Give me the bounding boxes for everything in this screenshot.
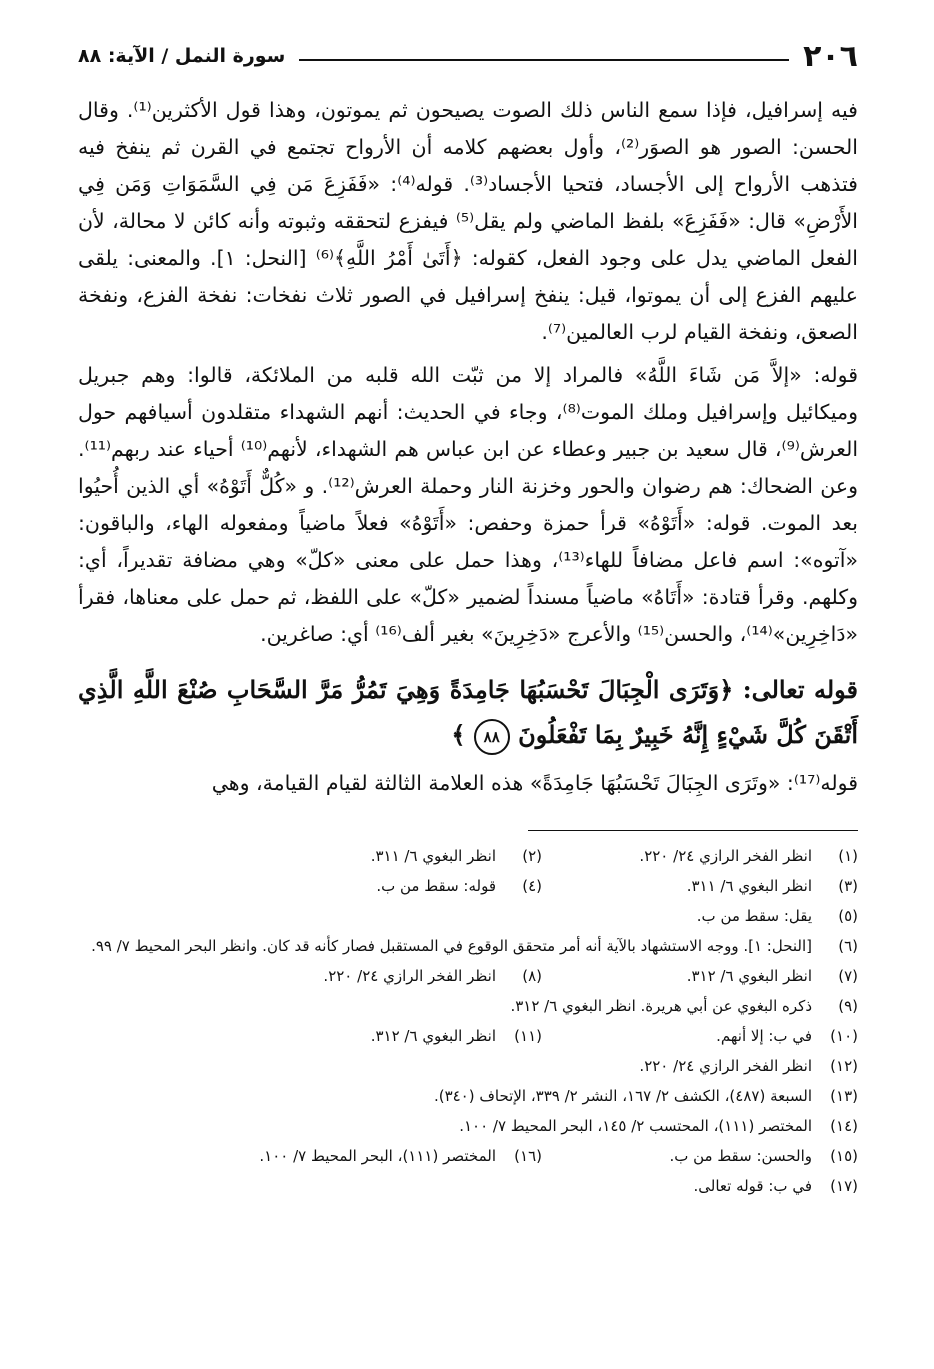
page-number: ٢٠٦ <box>803 38 858 74</box>
main-text <box>78 92 858 802</box>
footnote-text: [النحل: ١]. ووجه الاستشهاد بالآية أنه أمر متحقق الوقوع في المستقبل فصار كأنه قد كان. وانظر البحر المحيط ٧/ ٩٩. <box>91 937 812 955</box>
footnote-row <box>78 1051 858 1081</box>
footnote-number: (٣) <box>838 877 858 895</box>
footnote-row <box>78 991 858 1021</box>
paragraph-3: قوله⁽¹⁷⁾: «وتَرَى الجِبَالَ تَحْسَبُهَا جَامِدَةً» هذه العلامة الثالثة لقيام القيامة، وهي <box>211 771 858 795</box>
footnote-text: انظر البغوي ٦/ ٣١٢. <box>686 967 812 985</box>
footnote-text: في ب: قوله تعالى. <box>693 1177 812 1195</box>
footnote-text: ذكره البغوي عن أبي هريرة. انظر البغوي ٦/ ٣١٢. <box>510 997 812 1015</box>
footnote-number: (١٤) <box>830 1117 858 1135</box>
quran-verse <box>78 667 858 757</box>
header-divider <box>299 59 789 61</box>
footnote-row <box>78 841 858 871</box>
footnote-text: انظر البغوي ٦/ ٣١١. <box>686 877 812 895</box>
footnote-text: انظر البغوي ٦/ ٣١١. <box>370 847 496 865</box>
footnote-text: المختصر (١١١)، المحتسب ٢/ ١٤٥، البحر المحيط ٧/ ١٠٠. <box>459 1117 812 1135</box>
footnote-row <box>78 1021 858 1051</box>
footnote-number: (٤) <box>522 877 542 895</box>
footnote-number: (١١) <box>514 1027 542 1045</box>
footnote-text: يقل: سقط من ب. <box>696 907 812 925</box>
footnote-text: انظر الفخر الرازي ٢٤/ ٢٢٠. <box>639 847 812 865</box>
footnote-text: والحسن: سقط من ب. <box>669 1147 812 1165</box>
footnote-text: المختصر (١١١)، البحر المحيط ٧/ ١٠٠. <box>259 1147 496 1165</box>
footnote-number: (٢) <box>522 847 542 865</box>
footnote-text: في ب: إلا أنهم. <box>716 1027 812 1045</box>
paragraph-2: قوله: «إلاَّ مَن شَاءَ اللَّهُ» فالمراد إلا من ثبّت الله قلبه من الملائكة، قالوا: وهم جبريل وميكائيل وإسرافيل وملك الموت⁽⁸⁾، وجاء في الحديث: أنهم الشهداء متقلدون أسيافهم حول العرش⁽⁹⁾، قال سعيد بن جبير وعطاء عن ابن عباس هم الشهداء، لأنهم⁽¹⁰⁾ أحياء عند ربهم⁽¹¹⁾. وعن الضحاك: هم رضوان والحور وخزنة النار وحملة العرش⁽¹²⁾. و «كُلٌّ أَتَوْهُ» أي الذين أُحيُوا بعد الموت. قوله: «أَتَوْهُ» قرأ حمزة وحفص: «أَتَوْهُ» فعلاً ماضياً ومفعوله الهاء، والباقون: «آتوه»: اسم فاعل مضافاً للهاء⁽¹³⁾، وهذا حمل على معنى «كلّ» وهي مضافة تقديراً، أي: وكلهم. وقرأ قتادة: «أَتَاهُ» ماضياً مسنداً لضمير «كلّ» على اللفظ، ثم حمل على معناها، فقرأ «دَاخِرِين»⁽¹⁴⁾، والحسن⁽¹⁵⁾ والأعرج «دَخِرِينَ» بغير ألف⁽¹⁶⁾ أي: صاغرين. <box>78 363 859 646</box>
verse-close-bracket: ﴾ <box>451 720 466 749</box>
footnote-number: (٧) <box>838 967 858 985</box>
footnote-number: (٨) <box>522 967 542 985</box>
footnote-number: (١٥) <box>830 1147 858 1165</box>
footnote-row <box>78 1171 858 1201</box>
footnote-row <box>78 931 858 961</box>
footnote-number: (١) <box>838 847 858 865</box>
footnote-number: (١٦) <box>514 1147 542 1165</box>
footnote-divider <box>528 830 858 831</box>
footnote-text: السبعة (٤٨٧)، الكشف ٢/ ١٦٧، النشر ٢/ ٣٣٩، الإتحاف (٣٤٠). <box>433 1087 812 1105</box>
footnote-row <box>78 961 858 991</box>
footnote-row <box>78 1141 858 1171</box>
footnote-row <box>78 1111 858 1141</box>
footnote-number: (٩) <box>838 997 858 1015</box>
footnote-number: (٦) <box>838 937 858 955</box>
footnote-text: انظر البغوي ٦/ ٣١٢. <box>370 1027 496 1045</box>
running-title: سورة النمل / الآية: ٨٨ <box>78 45 286 67</box>
footnote-number: (١٠) <box>830 1027 858 1045</box>
footnote-number: (١٣) <box>830 1087 858 1105</box>
footnote-row <box>78 901 858 931</box>
footnotes <box>78 841 858 1201</box>
footnote-text: انظر الفخر الرازي ٢٤/ ٢٢٠. <box>639 1057 812 1075</box>
ayah-number-marker: ٨٨ <box>474 719 510 755</box>
paragraph-1: فيه إسرافيل، فإذا سمع الناس ذلك الصوت يصيحون ثم يموتون، وهذا قول الأكثرين⁽¹⁾. وقال الحسن: الصور هو الصوَر⁽²⁾، وأول بعضهم كلامه أن الأرواح تجتمع في القرن ثم ينفخ فيه فتذهب الأرواح إلى الأجساد، فتحيا الأجساد⁽³⁾. قوله⁽⁴⁾: «فَفَزِعَ مَن فِي السَّمَوَاتِ وَمَن فِي الأَرْضِ» قال: «فَفَزِعَ» بلفظ الماضي ولم يقل⁽⁵⁾ فيفزع لتحققه وثبوته وأنه كائن لا محالة، لأن الفعل الماضي يدل على وجود الفعل، كقوله: ﴿أَتَىٰ أَمْرُ اللَّهِ﴾⁽⁶⁾ [النحل: ١]. والمعنى: يلقى عليهم الفزع إلى أن يموتوا، قيل: ينفخ إسرافيل في الصور ثلاث نفخات: نفخة الفزع، ونفخة الصعق، ونفخة القيام لرب العالمين⁽⁷⁾. <box>78 98 859 344</box>
footnote-text: قوله: سقط من ب. <box>376 877 496 895</box>
footnote-number: (١٢) <box>830 1057 858 1075</box>
footnote-text: انظر الفخر الرازي ٢٤/ ٢٢٠. <box>323 967 496 985</box>
footnote-number: (٥) <box>838 907 858 925</box>
footnote-row <box>78 1081 858 1111</box>
footnote-row <box>78 871 858 901</box>
verse-text: ﴿وَتَرَى الْجِبَالَ تَحْسَبُهَا جَامِدَةً وَهِيَ تَمُرُّ مَرَّ السَّحَابِ صُنْعَ اللَّهِ الَّذِي أَتْقَنَ كُلَّ شَيْءٍ إِنَّهُ خَبِيرٌ بِمَا تَفْعَلُونَ <box>78 675 858 749</box>
footnote-number: (١٧) <box>830 1177 858 1195</box>
page-header <box>78 36 858 76</box>
verse-intro: قوله تعالى: <box>742 675 859 704</box>
